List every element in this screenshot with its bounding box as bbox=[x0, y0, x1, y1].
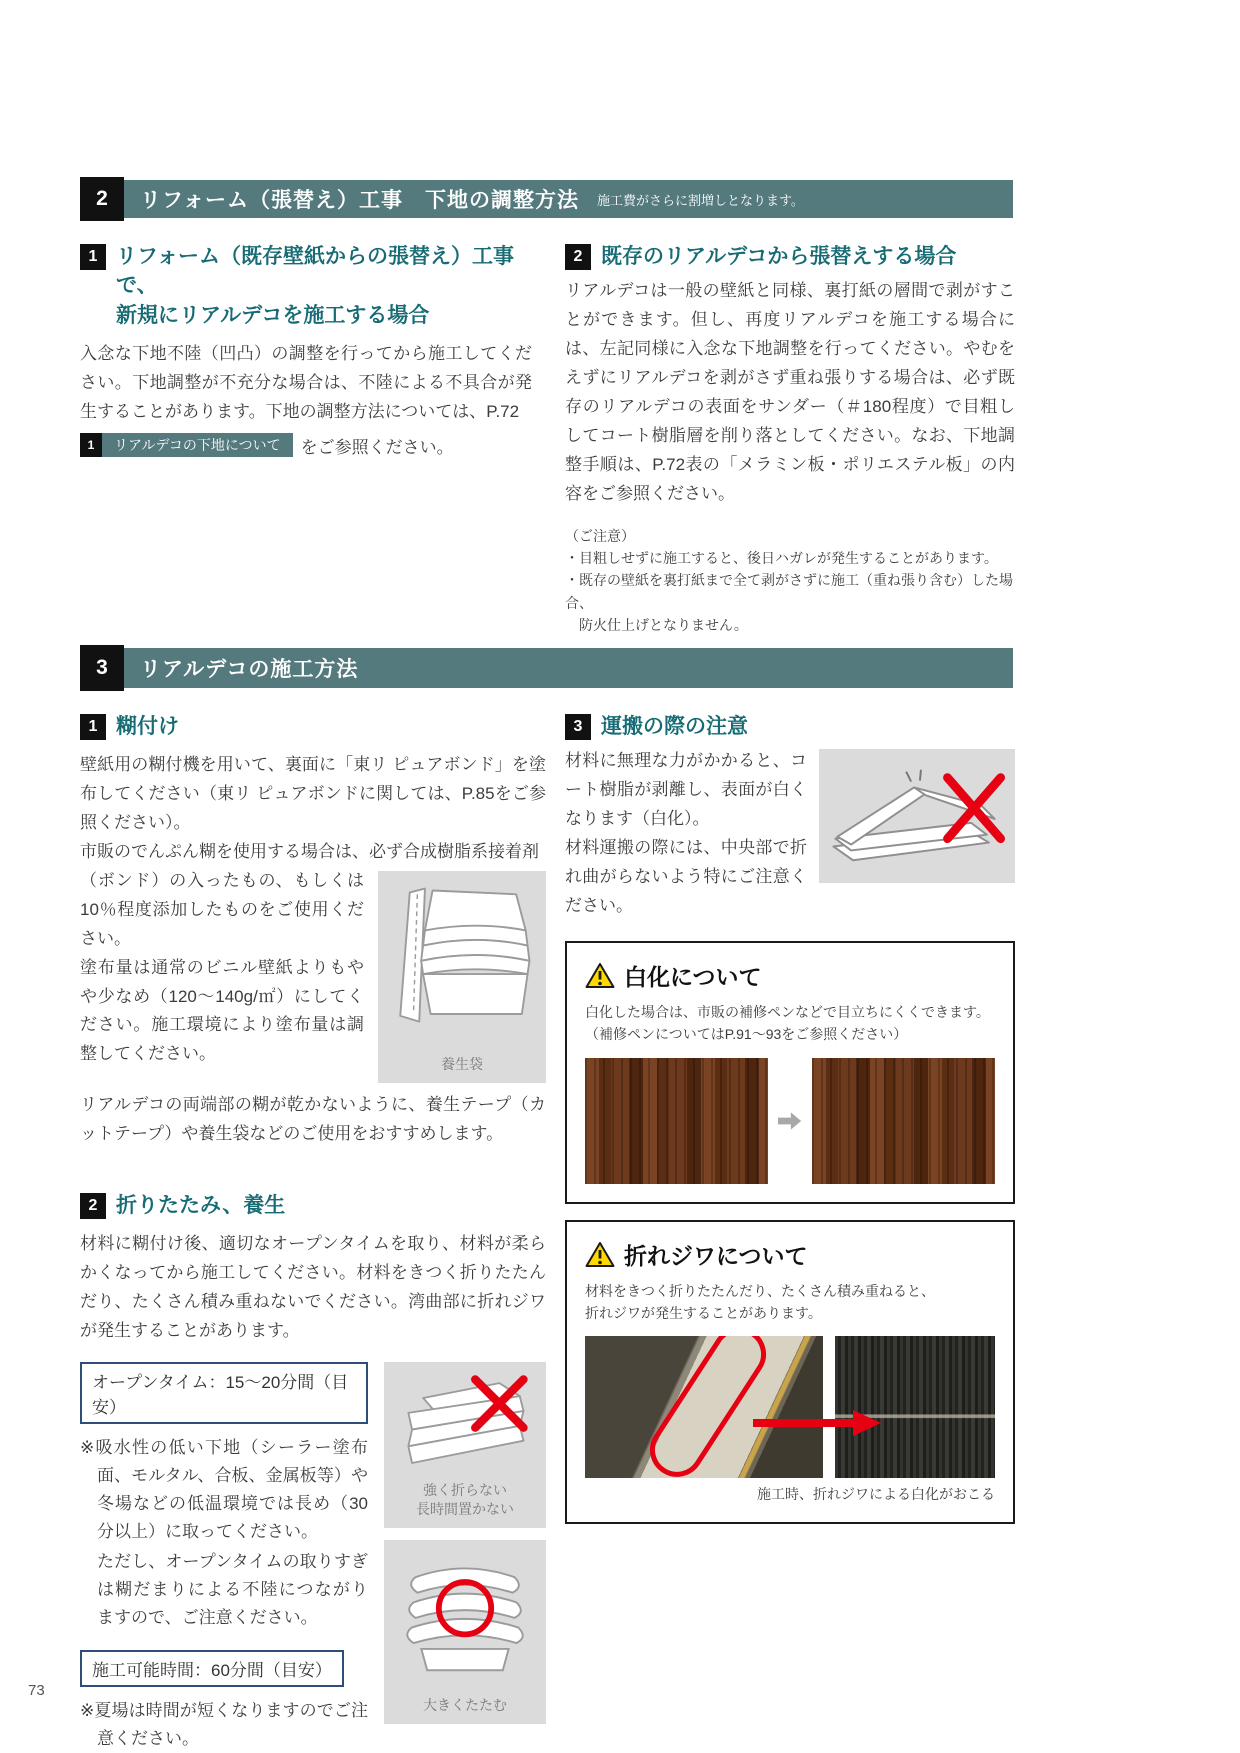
reform-section-number: 2 bbox=[80, 177, 124, 221]
loose-fold-caption: 大きくたたむ bbox=[423, 1697, 507, 1714]
yojo-bag-figure bbox=[378, 871, 546, 1083]
work-time-box: 施工可能時間：60分間（目安） bbox=[80, 1650, 344, 1687]
gluing-body bbox=[80, 751, 546, 1148]
replace-existing-heading bbox=[565, 242, 1015, 271]
caution-line-1: ・目粗しせずに施工すると、後日ハガレが発生することがあります。 bbox=[565, 549, 998, 566]
reference-badge-tail: をご参照ください。 bbox=[300, 437, 454, 457]
sharp-fold-red-x-icon bbox=[391, 1372, 539, 1476]
wood-after-photo bbox=[812, 1058, 995, 1184]
gluing-heading bbox=[80, 712, 546, 741]
transport-body-2: 材料運搬の際には、中央部で折れ曲がらないよう特にご注意ください。 bbox=[565, 838, 807, 915]
sharp-fold-caption-line1: 強く折らない bbox=[423, 1481, 507, 1498]
whitening-photo-row bbox=[585, 1058, 995, 1184]
caution-title: （ご注意） bbox=[565, 527, 635, 544]
folding-title: 折りたたみ、養生 bbox=[116, 1193, 286, 1217]
reference-badge-number: 1 bbox=[80, 433, 102, 457]
folding-number: 2 bbox=[80, 1193, 106, 1219]
gluing-folding-column bbox=[80, 712, 546, 1753]
gluing-para-2a: 市販のでんぷん糊を使用する場合は、必ず合成樹脂系接着剤 bbox=[80, 842, 539, 862]
new-install-title-line2: 新規にリアルデコを施工する場合 bbox=[116, 303, 430, 327]
gluing-para-2b: （ボンド）の入ったもの、もしくは10％程度添加したものをご使用ください。 bbox=[80, 870, 364, 948]
replace-existing-title: 既存のリアルデコから張替えする場合 bbox=[601, 245, 957, 268]
crease-result-photo bbox=[835, 1336, 995, 1478]
transport-column bbox=[565, 712, 1015, 1524]
crease-alert-title-row bbox=[585, 1238, 995, 1271]
loose-fold-figure bbox=[384, 1540, 546, 1724]
install-section-bar bbox=[80, 648, 1013, 688]
open-time-box: オープンタイム：15〜20分間（目安） bbox=[80, 1362, 368, 1424]
new-install-title bbox=[116, 242, 532, 330]
whitening-alert-line2: （補修ペンについてはP.91〜93をご参照ください） bbox=[585, 1026, 908, 1043]
crease-alert-title: 折れジワについて bbox=[624, 1242, 808, 1269]
transport-body bbox=[565, 747, 1015, 920]
caution-line-2: ・既存の壁紙を裏打紙まで全て剥がさずに施工（重ね張り含む）した場合、 bbox=[565, 572, 1013, 611]
sharp-fold-caption-line2: 長時間置かない bbox=[416, 1501, 514, 1518]
gluing-title: 糊付け bbox=[116, 715, 179, 738]
whitening-alert-box bbox=[565, 941, 1015, 1204]
caution-line-3: 防火仕上げとなりません。 bbox=[565, 617, 748, 634]
crease-photo-row bbox=[585, 1336, 995, 1478]
whitening-alert-text bbox=[585, 1001, 995, 1046]
red-arrow-icon bbox=[753, 1408, 883, 1438]
crease-fold-photo bbox=[585, 1336, 823, 1478]
whitening-alert-title: 白化について bbox=[624, 963, 762, 990]
transport-title: 運搬の際の注意 bbox=[601, 715, 748, 738]
crease-alert-box bbox=[565, 1220, 1015, 1525]
gluing-para-4: リアルデコの両端部の糊が乾かないように、養生テープ（カットテープ）や養生袋などのご使用をおすすめします。 bbox=[80, 1094, 546, 1143]
new-install-column bbox=[80, 242, 532, 458]
loose-fold-red-circle-icon bbox=[391, 1550, 539, 1678]
reform-section-bar-body bbox=[124, 180, 1013, 218]
folding-detail-row bbox=[80, 1362, 546, 1753]
work-time-box-wrap bbox=[80, 1650, 368, 1687]
warning-icon bbox=[585, 1241, 615, 1268]
reference-badge-row bbox=[80, 433, 532, 458]
reform-section-bar bbox=[80, 180, 1013, 218]
page-number: 73 bbox=[28, 1682, 45, 1699]
gluing-para-1: 壁紙用の糊付機を用いて、裏面に「東リ ピュアボンド」を塗布してください（東リ ピュアボンドに関しては、P.85をご参照ください）。 bbox=[80, 755, 546, 833]
carry-figure bbox=[819, 749, 1015, 883]
gluing-para-3: 塗布量は通常のビニル壁紙よりもやや少なめ（120〜140g/㎡）にしてください。施工環境により塗布量は調整してください。 bbox=[80, 957, 364, 1064]
folding-heading bbox=[80, 1191, 546, 1220]
reform-section-subtitle: 施工費がさらに割増しとなります。 bbox=[596, 192, 804, 208]
folding-times bbox=[80, 1362, 368, 1753]
transport-body-1: 材料に無理な力がかかると、コート樹脂が剥離し、表面が白くなります（白化）。 bbox=[565, 751, 807, 829]
install-section-number: 3 bbox=[80, 645, 124, 691]
reform-section-title: リフォーム（張替え）工事 下地の調整方法 bbox=[140, 189, 579, 212]
warning-icon bbox=[585, 962, 615, 989]
replace-existing-body: リアルデコは一般の壁紙と同様、裏打紙の層間で剥がすことができます。但し、再度リアルデコを施工する場合には、左記同様に入念な下地調整を行ってください。やむをえずにリアルデコを剥がさず重ね張りする場合は、必ず既存のリアルデコの表面をサンダー（＃180程度）で目粗ししてコート樹脂層を削り落としてください。なお、下地調整手順は、P.72表の「メラミン板・ポリエステル板」の内容をご参照ください。 bbox=[565, 281, 1015, 503]
open-time-note-2: ただし、オープンタイムの取りすぎは糊だまりによる不陸につながりますので、ご注意ください。 bbox=[97, 1551, 368, 1627]
red-highlight-pill-icon bbox=[640, 1336, 777, 1478]
wood-before-photo bbox=[585, 1058, 768, 1184]
crease-photo-caption: 施工時、折れジワによる白化がおこる bbox=[757, 1486, 995, 1503]
transport-number: 3 bbox=[565, 714, 591, 740]
reference-badge-label: リアルデコの下地について bbox=[102, 433, 293, 457]
work-time-note: ※夏場は時間が短くなりますのでご注意ください。 bbox=[80, 1701, 368, 1749]
replace-existing-column bbox=[565, 242, 1015, 636]
install-section-title: リアルデコの施工方法 bbox=[140, 658, 359, 681]
crease-alert-text bbox=[585, 1280, 995, 1325]
install-section-bar-body bbox=[124, 648, 1013, 688]
folding-figures bbox=[384, 1362, 546, 1753]
open-time-note-1: ※吸水性の低い下地（シーラー塗布面、モルタル、合板、金属板等）や冬場などの低温環境では長め（30分以上）に取ってください。 bbox=[80, 1437, 368, 1541]
arrow-right-icon bbox=[778, 1101, 802, 1141]
gluing-number: 1 bbox=[80, 714, 106, 740]
new-install-body: 入念な下地不陸（凹凸）の調整を行ってから施工してください。下地調整が不充分な場合は、不陸による不具合が発生することがあります。下地の調整方法については、P.72 bbox=[80, 344, 532, 421]
replace-existing-number: 2 bbox=[565, 244, 591, 270]
new-install-heading bbox=[80, 242, 532, 330]
yojo-bag-caption: 養生袋 bbox=[441, 1056, 483, 1073]
folding-body: 材料に糊付け後、適切なオープンタイムを取り、材料が柔らかくなってから施工してください。材料をきつく折りたたんだり、たくさん積み重ねないでください。湾曲部に折れジワが発生することがあります。 bbox=[80, 1234, 546, 1340]
whitening-alert-title-row bbox=[585, 959, 995, 992]
whitening-alert-line1: 白化した場合は、市販の補修ペンなどで目立ちにくくできます。 bbox=[585, 1003, 990, 1020]
crease-alert-line1: 材料をきつく折りたたんだり、たくさん積み重ねると、 bbox=[585, 1282, 935, 1299]
sharp-fold-caption bbox=[416, 1477, 514, 1528]
transport-heading bbox=[565, 712, 1015, 741]
folded-sheet-red-x-icon bbox=[822, 756, 1012, 876]
crease-alert-line2: 折れジワが発生することがあります。 bbox=[585, 1304, 822, 1321]
new-install-number: 1 bbox=[80, 244, 106, 270]
sharp-fold-figure bbox=[384, 1362, 546, 1528]
folded-sheet-in-bag-icon bbox=[388, 881, 536, 1033]
new-install-title-line1: リフォーム（既存壁紙からの張替え）工事で、 bbox=[116, 245, 514, 298]
